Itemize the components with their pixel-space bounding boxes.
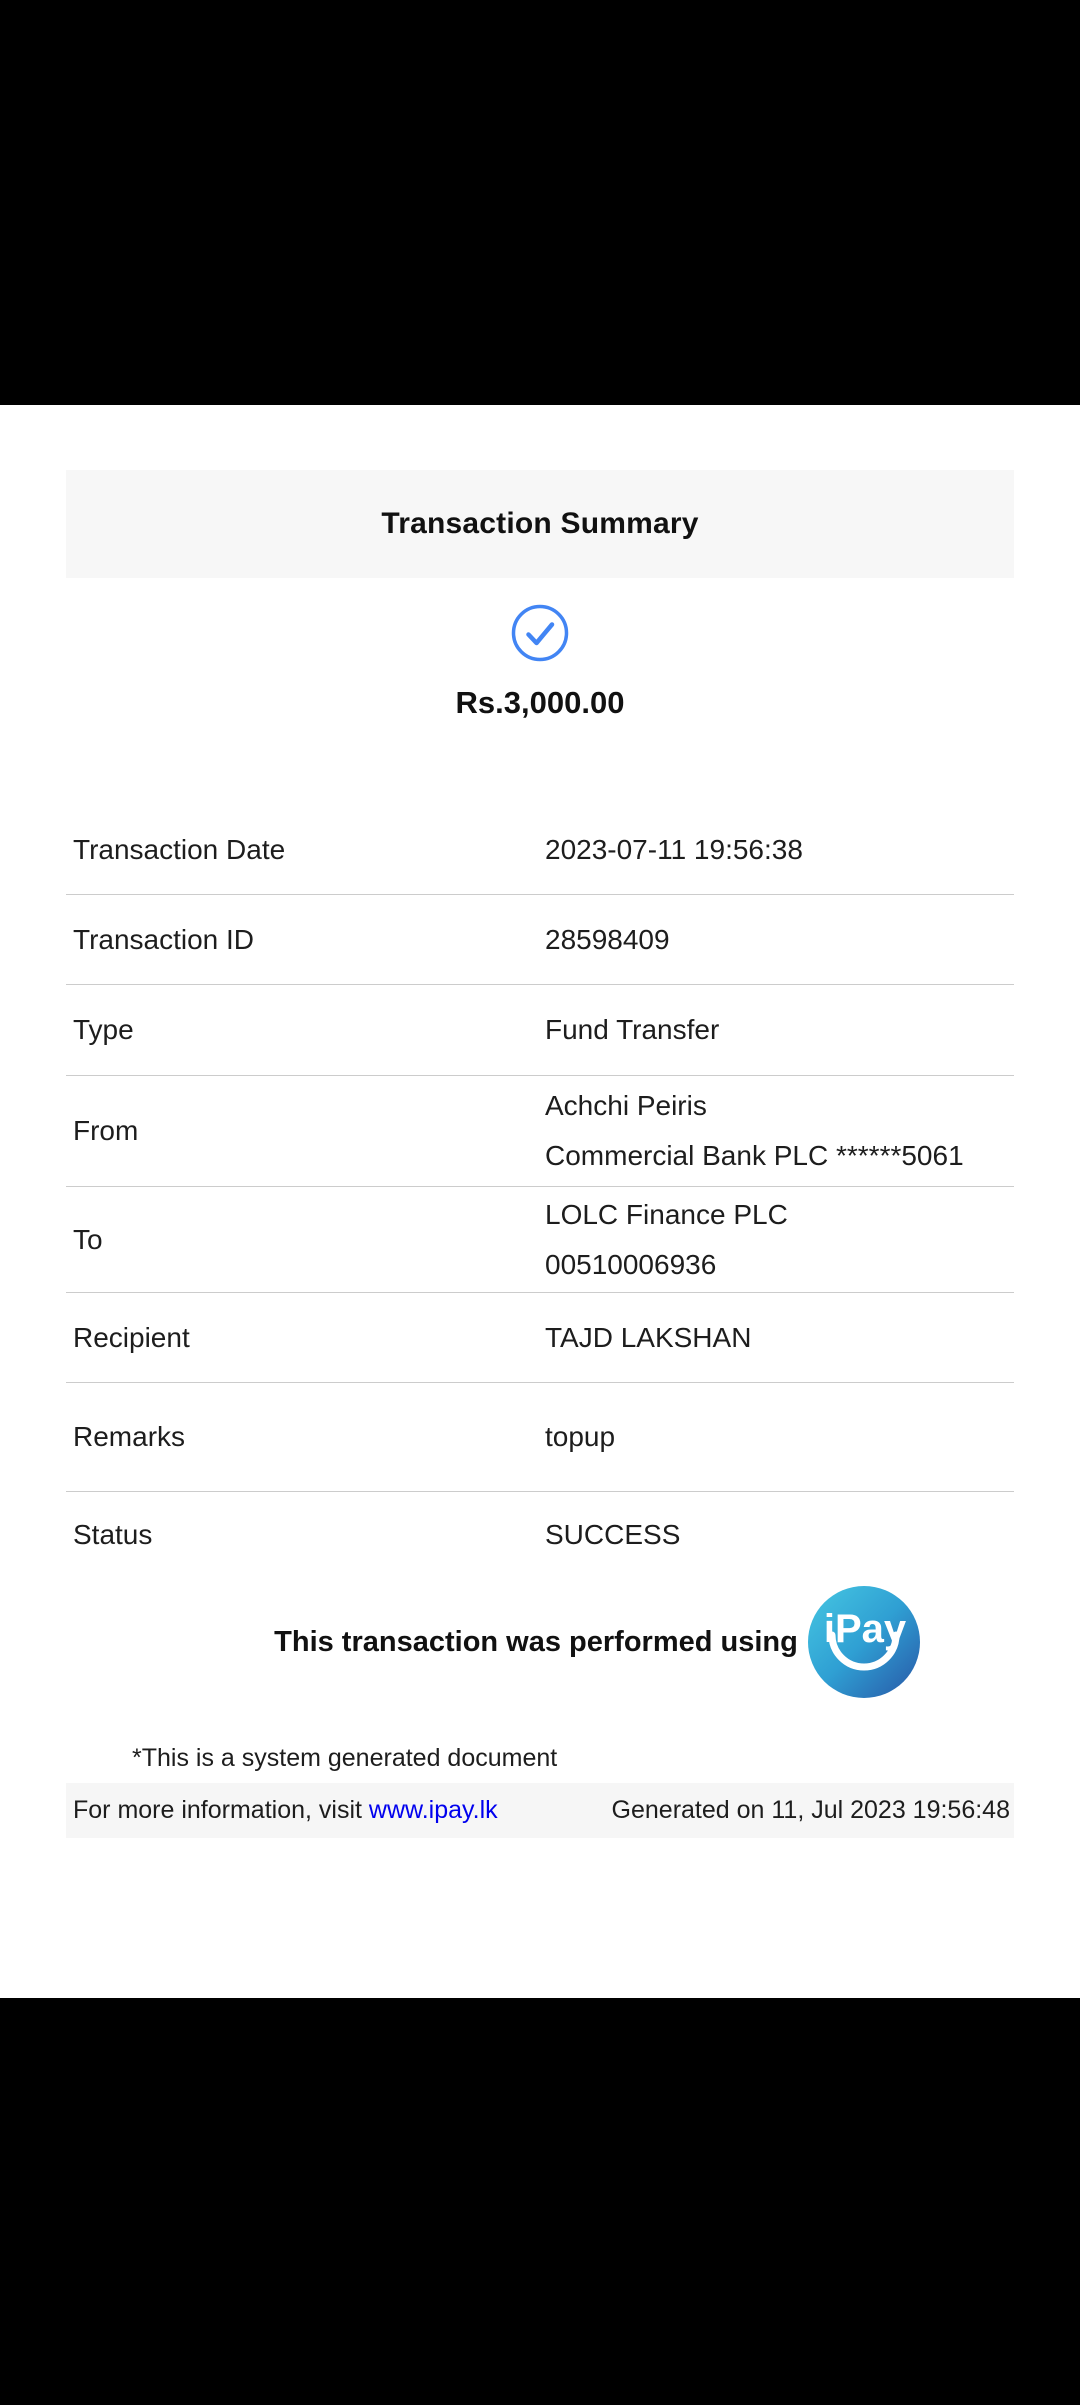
- row-values: [545, 915, 1014, 965]
- row-label: Status: [73, 1518, 153, 1550]
- row-value: Achchi Peiris: [545, 1090, 707, 1121]
- row-values: [545, 1081, 1014, 1181]
- row-values: [545, 1313, 1014, 1363]
- performed-using-text: This transaction was performed using: [274, 1625, 798, 1658]
- row-label: Transaction Date: [73, 833, 286, 865]
- header-band: [66, 470, 1014, 578]
- row-value: Fund Transfer: [545, 1014, 720, 1045]
- footer-bar: [66, 1783, 1014, 1838]
- row-label: From: [73, 1115, 139, 1146]
- row-value: Commercial Bank PLC ******5061: [545, 1140, 964, 1171]
- row-label: Remarks: [73, 1421, 186, 1452]
- row-label: Recipient: [73, 1321, 190, 1353]
- row-values: [545, 1412, 1014, 1462]
- row-label: Type: [73, 1014, 134, 1045]
- row-label: Transaction ID: [73, 923, 255, 955]
- transaction-amount: Rs.3,000.00: [455, 685, 625, 720]
- row-value: SUCCESS: [545, 1518, 681, 1550]
- table-row: [66, 985, 1014, 1076]
- page-title: Transaction Summary: [381, 507, 699, 540]
- table-row: [66, 1492, 1014, 1577]
- row-value: topup: [545, 1421, 616, 1452]
- performed-using-strip: [123, 1577, 1071, 1707]
- table-row: [66, 805, 1014, 895]
- row-values: [545, 1005, 1014, 1055]
- success-check-icon: [66, 604, 1014, 662]
- row-value: 2023-07-11 19:56:38: [545, 833, 803, 865]
- system-generated-note: *This is a system generated document: [132, 1744, 558, 1772]
- ipay-logo-text: iPay: [823, 1607, 907, 1651]
- generated-timestamp: Generated on 11, Jul 2023 19:56:48: [611, 1796, 1010, 1824]
- row-value: LOLC Finance PLC: [545, 1198, 788, 1230]
- transaction-details-table: [66, 805, 1014, 1577]
- footer-info-text: For more information, visit: [73, 1796, 369, 1824]
- receipt-page: [0, 470, 1080, 1998]
- letterbox-top: [0, 0, 1080, 405]
- table-row: [66, 1293, 1014, 1383]
- table-row: [66, 1076, 1014, 1187]
- row-values: [545, 1510, 1014, 1560]
- amount-section: [66, 578, 1014, 722]
- row-label: To: [73, 1223, 103, 1255]
- table-row: [66, 1187, 1014, 1293]
- letterbox-bottom: [0, 1998, 1080, 2405]
- table-row: [66, 1383, 1014, 1492]
- ipay-logo-icon: [808, 1586, 920, 1698]
- table-row: [66, 895, 1014, 985]
- row-value: 00510006936: [545, 1248, 717, 1280]
- footer-info: [73, 1796, 498, 1825]
- row-value: TAJD LAKSHAN: [545, 1321, 752, 1353]
- row-values: [545, 825, 1014, 875]
- row-value: 28598409: [545, 923, 670, 955]
- row-values: [545, 1190, 1014, 1290]
- ipay-link[interactable]: www.ipay.lk: [368, 1796, 498, 1824]
